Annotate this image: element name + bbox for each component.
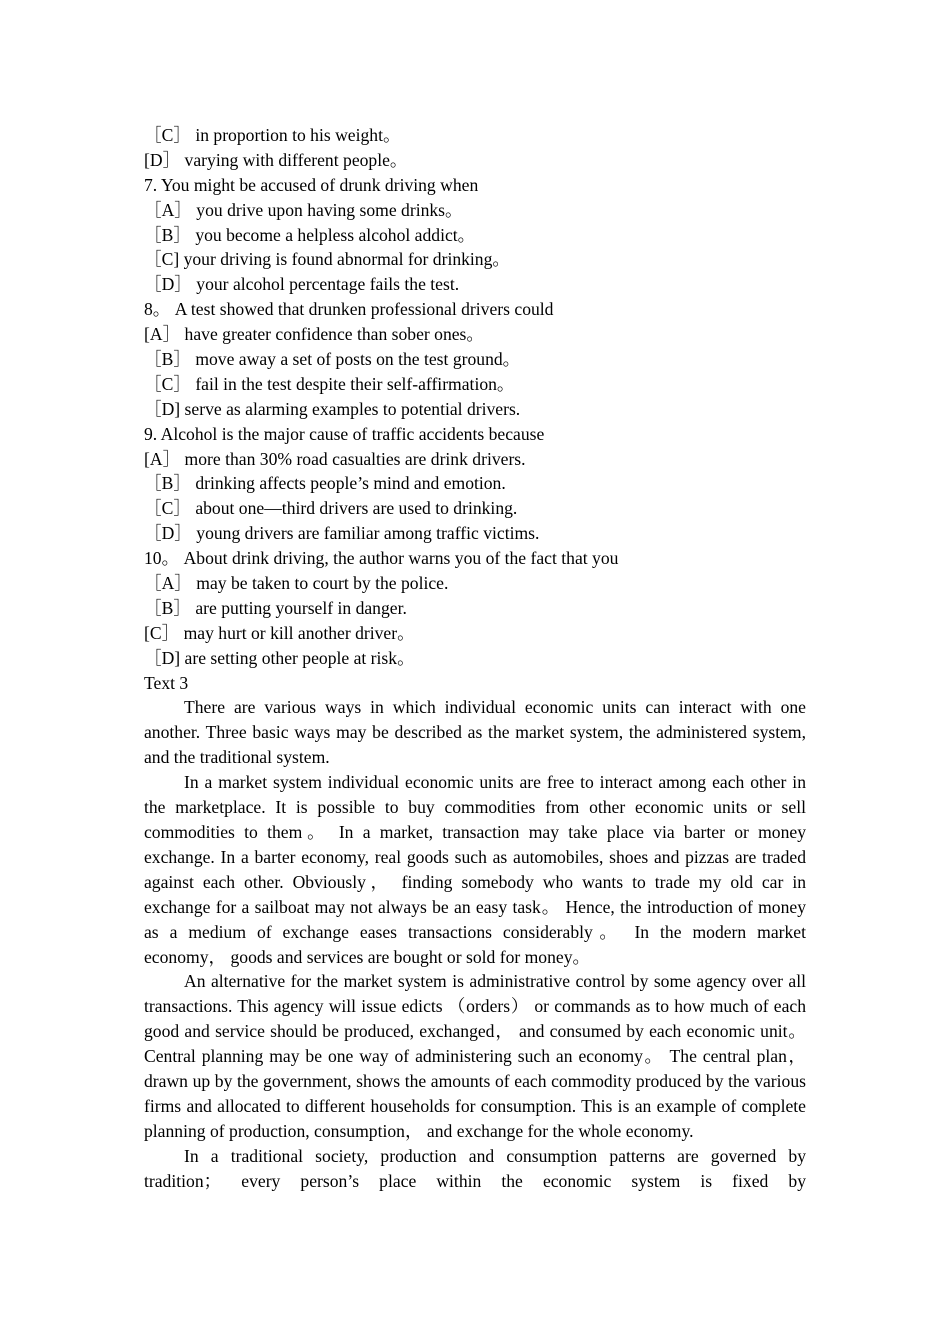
option-line: ［D］ young drivers are familiar among traffic victims.	[144, 523, 540, 544]
option-line: ［C］ in proportion to his weight。	[144, 125, 401, 145]
option-line: ［D］ your alcohol percentage fails the test.	[144, 274, 460, 295]
option-line: ［C] your driving is found abnormal for drinking。	[144, 249, 510, 270]
option-line: ［B］ move away a set of posts on the test ground。	[144, 349, 521, 370]
option-line: ［C］ fail in the test despite their self-affirmation。	[144, 373, 515, 394]
option-line: ［D] are setting other people at risk。	[144, 647, 415, 668]
question-line: 7. You might be accused of drunk driving when	[144, 174, 479, 195]
document-page	[144, 123, 806, 1194]
option-line: ［B］ are putting yourself in danger.	[144, 597, 407, 618]
option-line: ［B］ you become a helpless alcohol addict。	[144, 224, 476, 245]
option-line: [D］ varying with different people。	[144, 149, 408, 170]
option-line: [A］ more than 30% road casualties are drink drivers.	[144, 448, 526, 469]
body-paragraph: In a market system individual economic units are free to interact among each other in the marketplace. It is possible to buy commodities from other economic units or sell commodities to them。 In a market, transaction may take place via barter or money exchange. In a barter economy, real goods such as automobiles, shoes and pizzas are traded against each other. Obviously， finding somebody who wants to trade my old car in exchange for a sailboat may not always be an easy task。 Hence, the introduction of money as a medium of exchange eases transactions considerably。 In the modern market economy， goods and services are bought or sold for money。	[144, 772, 806, 967]
body-paragraph: There are various ways in which individual economic units can interact with one another. Three basic ways may be described as the market system, the administered system, and the traditional system.	[144, 697, 806, 768]
question-line: 10。 About drink driving, the author warns you of the fact that you	[144, 548, 619, 569]
question-line: 8。 A test showed that drunken professional drivers could	[144, 299, 554, 320]
body-paragraph: An alternative for the market system is administrative control by some agency over all transactions. This agency will issue edicts （orders） or commands as to how much of each good and service should be produced, exchanged， and consumed by each economic unit。 Central planning may be one way of administering such an economy。 The central plan， drawn up by the government, shows the amounts of each commodity produced by the various firms and allocated to different households for consumption. This is an example of complete planning of production, consumption， and exchange for the whole economy.	[144, 971, 806, 1141]
option-line: ［A］ may be taken to court by the police.	[144, 573, 449, 594]
section-heading: Text 3	[144, 672, 189, 693]
option-line: ［C］ about one—third drivers are used to drinking.	[144, 498, 518, 519]
option-line: ［A］ you drive upon having some drinks。	[144, 199, 463, 220]
option-line: [A］ have greater confidence than sober ones。	[144, 324, 485, 345]
body-paragraph: In a traditional society, production and consumption patterns are governed by tradition； every person’s place within the economic system is fixed by	[144, 1145, 806, 1191]
option-line: ［B］ drinking affects people’s mind and emotion.	[144, 473, 506, 494]
option-line: ［D] serve as alarming examples to potential drivers.	[144, 398, 521, 419]
option-line: [C］ may hurt or kill another driver。	[144, 622, 415, 643]
question-line: 9. Alcohol is the major cause of traffic accidents because	[144, 423, 545, 444]
